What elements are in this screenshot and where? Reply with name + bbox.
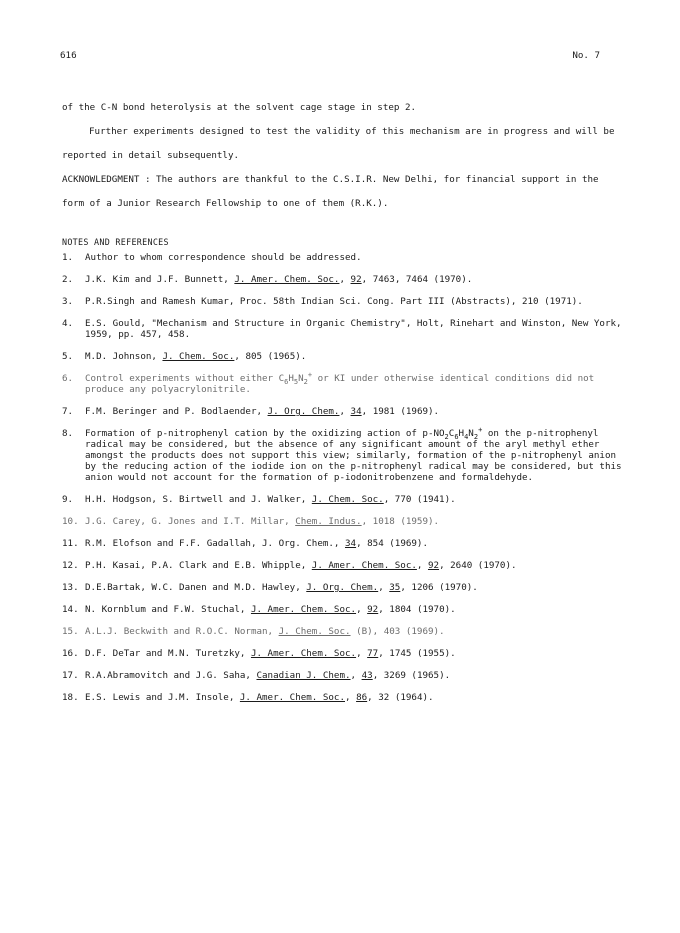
- reference-item-15: 15. A.L.J. Beckwith and R.O.C. Norman, J. Chem. Soc. (B), 403 (1969).: [62, 626, 445, 637]
- journal-name: J. Chem. Soc.: [162, 351, 235, 362]
- reference-item-3: 3. P.R.Singh and Ramesh Kumar, Proc. 58th Indian Sci. Cong. Part III (Abstracts), 210 (1971).: [62, 296, 583, 307]
- volume-number: 34: [344, 538, 357, 549]
- journal-name: J. Amer. Chem. Soc.: [250, 604, 357, 615]
- reference-item-2: 2. J.K. Kim and J.F. Bunnett, J. Amer. Chem. Soc., 92, 7463, 7464 (1970).: [62, 274, 473, 285]
- reference-item-14: 14. N. Kornblum and F.W. Stuchal, J. Amer. Chem. Soc., 92, 1804 (1970).: [62, 604, 456, 615]
- notes-section-title: NOTES AND REFERENCES: [62, 237, 169, 247]
- journal-name: J. Chem. Soc.: [311, 494, 384, 505]
- reference-item-4: 4. E.S. Gould, "Mechanism and Structure in Organic Chemistry", Holt, Rinehart and Winston, New York, 1959, pp. 457, 458.: [62, 318, 622, 340]
- reference-item-18: 18. E.S. Lewis and J.M. Insole, J. Amer. Chem. Soc., 86, 32 (1964).: [62, 692, 434, 703]
- volume-number: 43: [361, 670, 373, 681]
- journal-name: J. Amer. Chem. Soc.: [239, 692, 345, 703]
- paragraph-further-experiments: Further experiments designed to test the validity of this mechanism are in progress and will be reported in detail subsequently.: [62, 126, 615, 161]
- journal-name: J. Org. Chem.: [306, 582, 379, 593]
- reference-item-16: 16. D.F. DeTar and M.N. Turetzky, J. Amer. Chem. Soc., 77, 1745 (1955).: [62, 648, 456, 659]
- volume-number: 34: [350, 406, 362, 417]
- volume-number: 92: [367, 604, 379, 615]
- journal-name: Chem. Indus.: [295, 516, 362, 527]
- reference-item-12: 12. P.H. Kasai, P.A. Clark and E.B. Whipple, J. Amer. Chem. Soc., 92, 2640 (1970).: [62, 560, 517, 571]
- page-number: 616: [60, 50, 77, 61]
- journal-name: J. Amer. Chem. Soc.: [234, 274, 340, 285]
- reference-item-1: 1. Author to whom correspondence should be addressed.: [62, 252, 362, 263]
- reference-item-9: 9. H.H. Hodgson, S. Birtwell and J. Walker, J. Chem. Soc., 770 (1941).: [62, 494, 456, 505]
- page-header: [60, 50, 600, 64]
- paragraph-continuation: of the C-N bond heterolysis at the solvent cage stage in step 2.: [62, 102, 417, 113]
- journal-name: J. Chem. Soc.: [278, 626, 351, 637]
- issue-number: No. 7: [572, 50, 600, 61]
- journal-name: J. Amer. Chem. Soc.: [250, 648, 357, 659]
- article-body: [62, 96, 622, 714]
- reference-item-6: 6. Control experiments without either $C_6H_5N_2^+$ or KI under otherwise identical conditions did not produce any polyacrylonitrile.: [62, 370, 595, 395]
- reference-item-8: 8. Formation of p-nitrophenyl cation by the oxidizing action of $p-NO_2C_6H_4N_2^+$ on the p-nitrophenyl radical may be considered, but the absence of any significant amount of the aryl methyl ether amongst the products does not support this view; similarly, formation of the p-nitrophenyl anion by the reducing action of the iodide ion on the p-nitrophenyl radical may be considered, but this anion would not account for the formation of p-iodonitrobenzene and formaldehyde.: [62, 425, 622, 483]
- journal-name: Canadian J. Chem.: [256, 670, 351, 681]
- reference-item-7: 7. F.M. Beringer and P. Bodlaender, J. Org. Chem., 34, 1981 (1969).: [62, 406, 440, 417]
- volume-number: 35: [389, 582, 401, 593]
- journal-name: J. Amer. Chem. Soc.: [311, 560, 417, 571]
- acknowledgment-paragraph: ACKNOWLEDGMENT : The authors are thankful to the C.S.I.R. New Delhi, for financial support in the form of a Junior Research Fellowship to one of them (R.K.).: [62, 174, 599, 209]
- reference-list: [62, 252, 622, 703]
- reference-item-13: 13. D.E.Bartak, W.C. Danen and M.D. Hawley, J. Org. Chem., 35, 1206 (1970).: [62, 582, 478, 593]
- reference-item-17: 17. R.A.Abramovitch and J.G. Saha, Canadian J. Chem., 43, 3269 (1965).: [62, 670, 451, 681]
- volume-number: 92: [427, 560, 440, 571]
- reference-item-10: 10. J.G. Carey, G. Jones and I.T. Millar, Chem. Indus., 1018 (1959).: [62, 516, 440, 527]
- volume-number: 77: [367, 648, 379, 659]
- reference-item-5: 5. M.D. Johnson, J. Chem. Soc., 805 (1965).: [62, 351, 307, 362]
- reference-item-11: 11. R.M. Elofson and F.F. Gadallah, J. Org. Chem., 34, 854 (1969).: [62, 538, 428, 549]
- volume-number: 86: [356, 692, 368, 703]
- volume-number: 92: [350, 274, 362, 285]
- journal-name: J. Org. Chem.: [267, 406, 340, 417]
